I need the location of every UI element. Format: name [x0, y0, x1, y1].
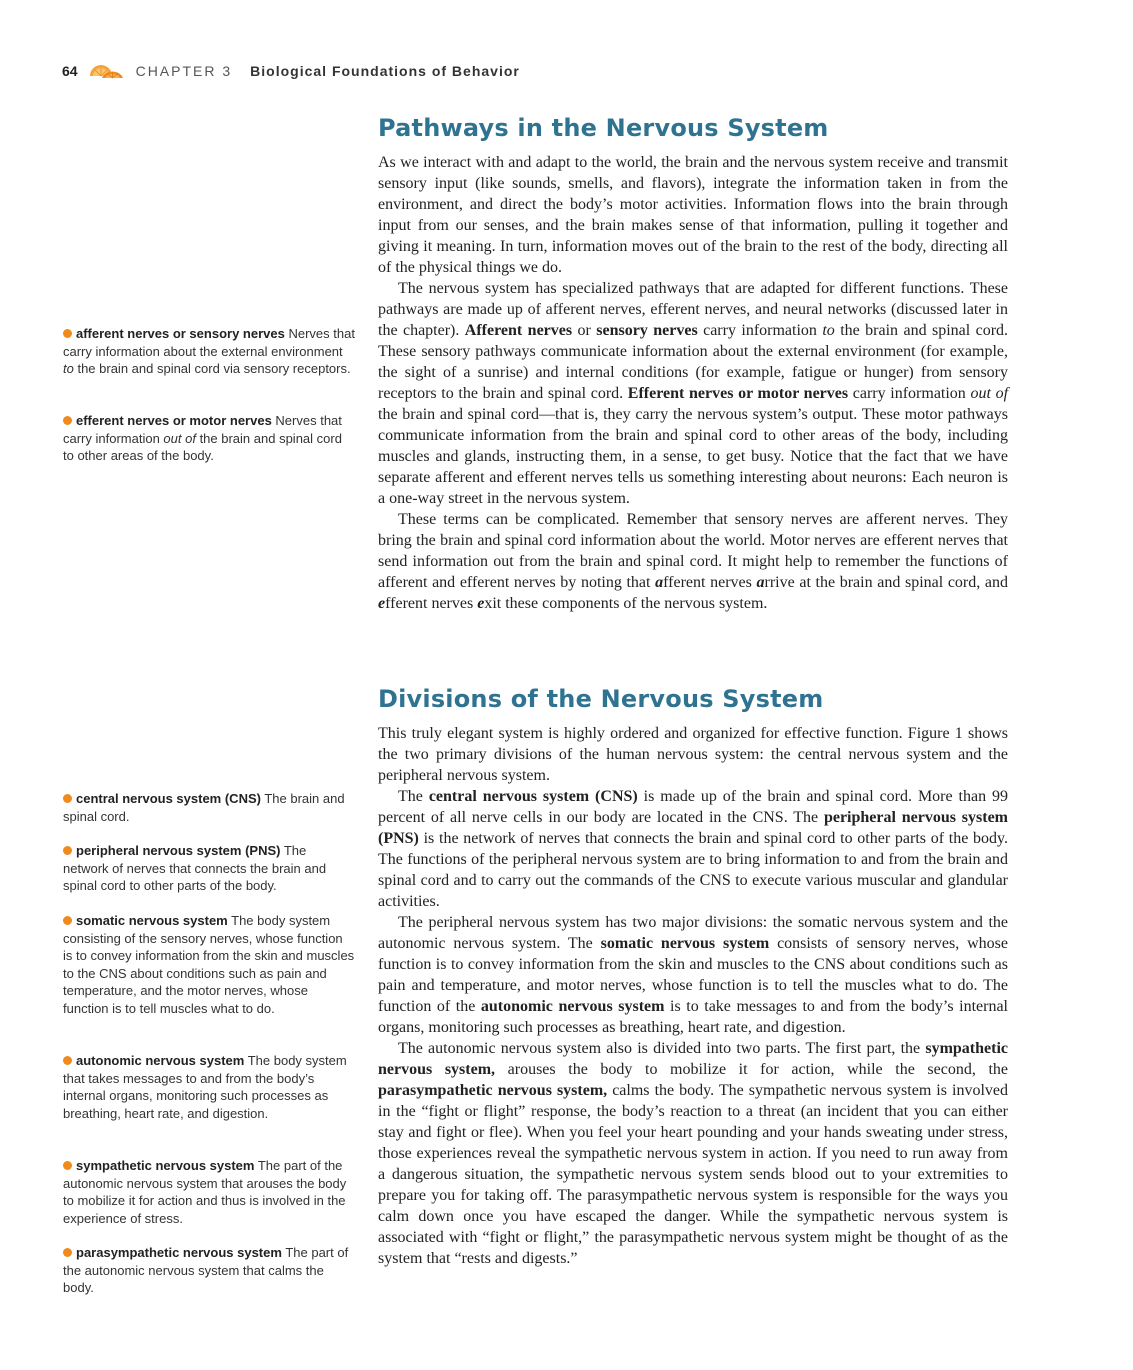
glossary-entry: central nervous system (CNS) The brain and spinal cord. — [63, 791, 345, 824]
section-heading-divisions: Divisions of the Nervous System — [378, 685, 824, 713]
paragraph: The autonomic nervous system also is divided into two parts. The first part, the sympathetic nervous system, arouses the body to mobilize it for action, while the second, the parasympathetic nervous system, calms the body. The sympathetic nervous system is involved in the “fight or flight” response, the body’s reaction to a threat (an incident that you can either stay and fight or flee). When you feel your heart pounding and your hands sweating under stress, those experiences reveal the sympathetic nervous system in action. If you need to run away from a dangerous situation, the sympathetic nervous system sends blood out to your extremities to prepare you for taking off. The parasympathetic nervous system is responsible for the ways you calm down once you have escaped the danger. While the sympathetic nervous system is associated with “fight or flight,” the parasympathetic nervous system might be thought of as the system that “rests and digests.” — [378, 1040, 1009, 1267]
bullet-dot-icon — [63, 416, 72, 425]
bullet-dot-icon — [63, 329, 72, 338]
page-number: 64 — [62, 63, 78, 79]
bullet-dot-icon — [63, 1056, 72, 1065]
glossary-entry: efferent nerves or motor nerves Nerves that carry information out of the brain and spinal cord to other areas of the body. — [63, 413, 342, 463]
bullet-dot-icon — [63, 916, 72, 925]
paragraph: As we interact with and adapt to the world, the brain and the nervous system receive and transmit sensory input (like sounds, smells, and flavors), integrate the information taken in from the environment, and direct the body’s motor activities. Information flows into the brain through input from our senses, and the brain makes sense of that information, pulling it together and giving it meaning. In turn, information moves out of the brain to the rest of the body, directing all of the physical things we do. — [378, 154, 1008, 276]
section-divisions — [378, 685, 1008, 1269]
running-header — [62, 60, 520, 82]
chapter-label: CHAPTER 3 — [135, 63, 233, 79]
paragraph: This truly elegant system is highly ordered and organized for effective function. Figure 1 shows the two primary divisions of the human nervous system: the central nervous system and the peripheral nervous system. — [378, 725, 1008, 784]
section-pathways — [378, 114, 1008, 614]
glossary-entry: autonomic nervous system The body system that takes messages to and from the body’s internal organs, monitoring such processes as breathing, heart rate, and digestion. — [63, 1053, 347, 1121]
section-heading-pathways: Pathways in the Nervous System — [378, 114, 829, 142]
bullet-dot-icon — [63, 1248, 72, 1257]
glossary-entry: afferent nerves or sensory nerves Nerves that carry information about the external environment to the brain and spinal cord via sensory receptors. — [63, 326, 355, 376]
paragraph: The nervous system has specialized pathways that are adapted for different functions. These pathways are made up of afferent nerves, efferent nerves, and neural networks (discussed later in the chapter). Afferent nerves or sensory nerves carry information to the brain and spinal cord. These sensory pathways communicate information about the external environment (for example, the sight of a sunrise) and internal conditions (for example, fatigue or hunger) from sensory receptors to the brain and spinal cord. Efferent nerves or motor nerves carry information out of the brain and spinal cord—that is, they carry the nervous system’s output. These motor pathways communicate information from the brain and spinal cord to other areas of the body, including muscles and glands, instructing them, in a sense, to get busy. Notice that the fact that we have separate afferent and efferent nerves tells us something interesting about neurons: Each neuron is a one-way street in the nervous system. — [378, 280, 1009, 507]
orange-slices-icon — [88, 60, 124, 82]
glossary-entry: sympathetic nervous system The part of the autonomic nervous system that arouses the body to mobilize it for action and thus is involved in the experience of stress. — [63, 1158, 347, 1226]
glossary-entry: somatic nervous system The body system consisting of the sensory nerves, whose function is to convey information from the skin and muscles to the CNS about conditions such as pain and temperature, and the motor nerves, whose function is to tell muscles what to do. — [63, 913, 355, 1016]
paragraph: These terms can be complicated. Remember that sensory nerves are afferent nerves. They bring the brain and spinal cord information about the world. Motor nerves are efferent nerves that send information out from the brain and spinal cord. It might help to remember the functions of afferent and efferent nerves by noting that afferent nerves arrive at the brain and spinal cord, and efferent nerves exit these components of the nervous system. — [378, 511, 1008, 612]
chapter-title: Biological Foundations of Behavior — [250, 63, 520, 79]
paragraph: The central nervous system (CNS) is made up of the brain and spinal cord. More than 99 percent of all nerve cells in our body are located in the CNS. The peripheral nervous system (PNS) is the network of nerves that connects the brain and spinal cord to other parts of the body. The functions of the peripheral nervous system are to bring information to and from the brain and spinal cord and to carry out the commands of the CNS to execute various muscular and glandular activities. — [378, 788, 1009, 910]
bullet-dot-icon — [63, 794, 72, 803]
paragraph: The peripheral nervous system has two major divisions: the somatic nervous system and the autonomic nervous system. The somatic nervous system consists of sensory nerves, whose function is to convey information from the skin and muscles to the CNS about conditions such as pain and temperature, and motor nerves, whose function is to tell the muscles what to do. The function of the autonomic nervous system is to take messages to and from the body’s internal organs, monitoring such processes as breathing, heart rate, and digestion. — [378, 914, 1008, 1036]
bullet-dot-icon — [63, 846, 72, 855]
glossary-entry: parasympathetic nervous system The part of the autonomic nervous system that calms the body. — [63, 1245, 349, 1295]
glossary-entry: peripheral nervous system (PNS) The network of nerves that connects the brain and spinal cord to other parts of the body. — [63, 843, 327, 893]
bullet-dot-icon — [63, 1161, 72, 1170]
